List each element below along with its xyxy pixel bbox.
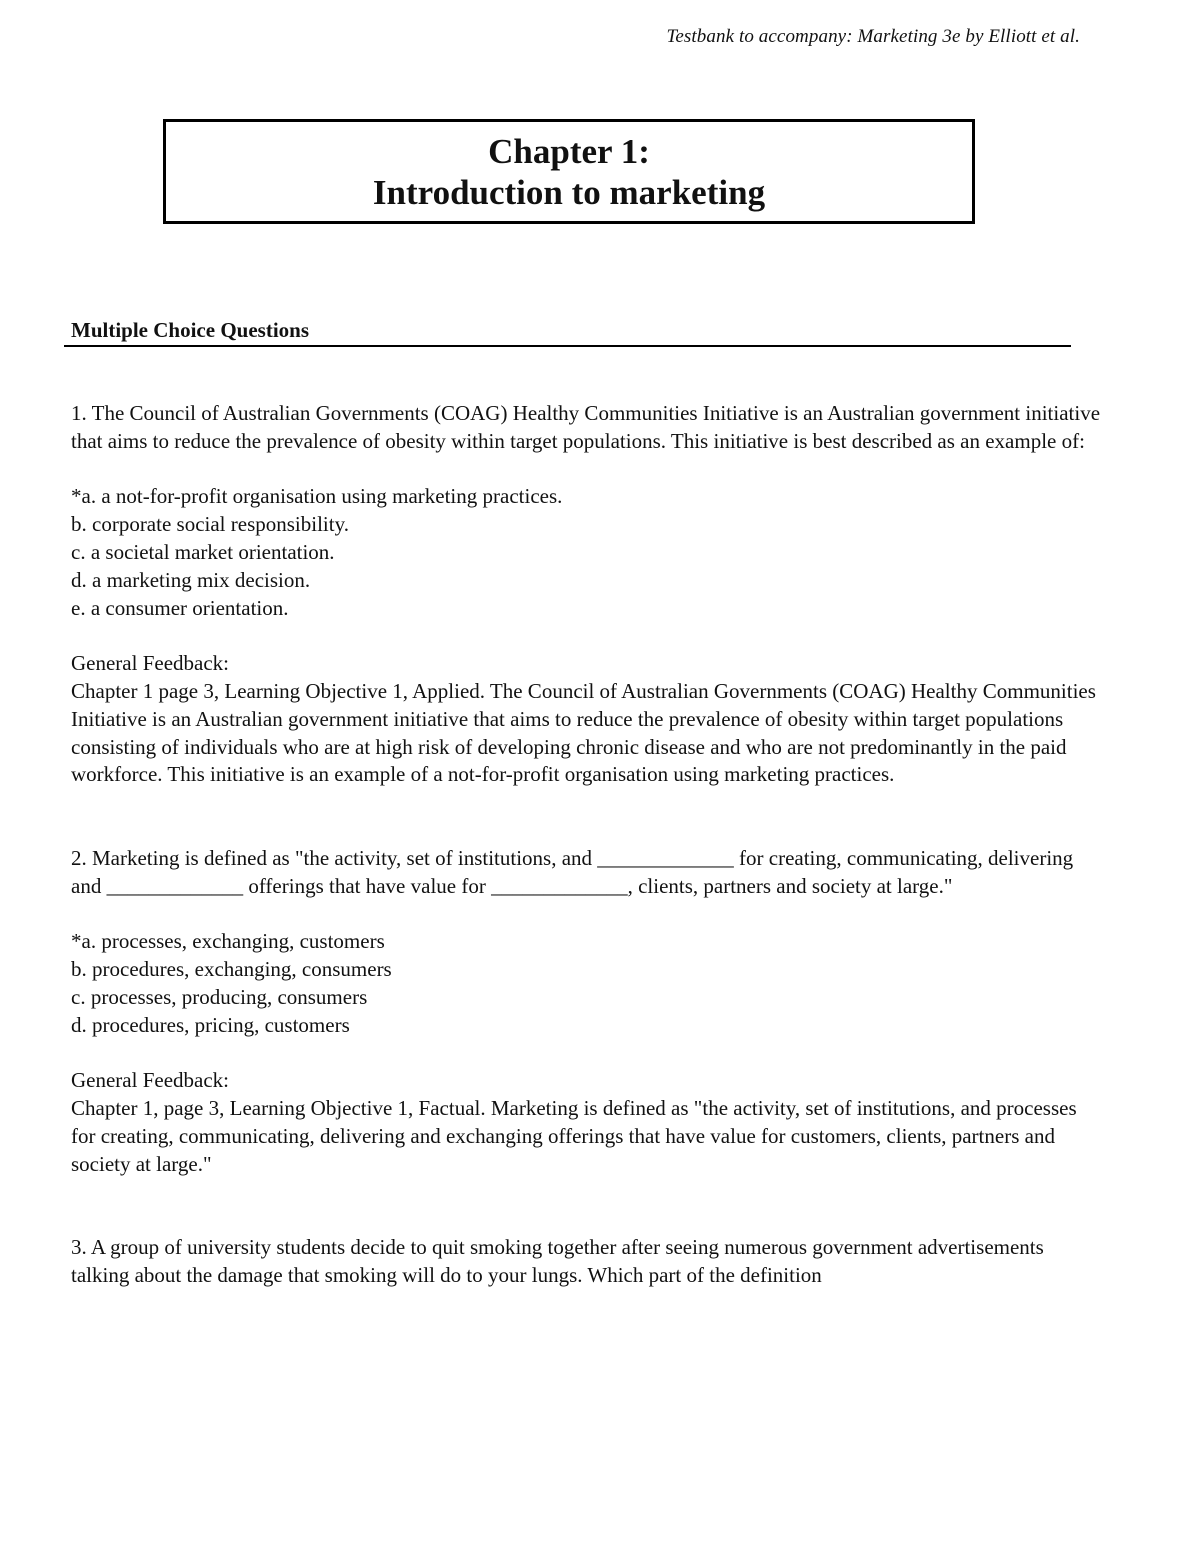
question-stem: 3. A group of university students decide to quit smoking together after seeing numerous government advertisements talking about the damage that smoking will do to your lungs. Which part of the definition <box>71 1234 1044 1287</box>
answer-option: *a. a not-for-profit organisation using marketing practices. <box>71 484 563 509</box>
chapter-number: Chapter 1: <box>488 131 650 171</box>
chapter-title-box <box>163 119 975 224</box>
question-3 <box>71 1234 1101 1290</box>
answer-option: e. a consumer orientation. <box>71 595 289 620</box>
answer-option: *a. processes, exchanging, customers <box>71 929 385 954</box>
feedback-text: Chapter 1 page 3, Learning Objective 1, Applied. The Council of Australian Governments (COAG) Healthy Communities Initiative is an Australian government initiative that aims to reduce the prevalence of obesity within target populations consisting of individuals who are at high risk of developing chronic disease and who are not predominantly in the paid workforce. This initiative is an example of a not-for-profit organisation using marketing practices. <box>71 678 1096 787</box>
answer-option: c. processes, producing, consumers <box>71 984 368 1009</box>
answer-options <box>71 483 1101 622</box>
section-heading: Multiple Choice Questions <box>71 318 310 342</box>
question-2 <box>71 845 1101 1179</box>
answer-option: c. a societal market orientation. <box>71 539 335 564</box>
question-1 <box>71 400 1101 789</box>
answer-option: d. a marketing mix decision. <box>71 567 311 592</box>
chapter-title: Introduction to marketing <box>372 172 766 212</box>
running-header: Testbank to accompany: Marketing 3e by Elliott et al. <box>666 26 1080 47</box>
questions-list <box>71 400 1101 1290</box>
feedback-label: General Feedback: <box>71 1068 230 1093</box>
question-stem: 2. Marketing is defined as "the activity, set of institutions, and _____________ for creating, communicating, delivering and _____________ offerings that have value for _____________, clients, partners and society at large." <box>71 845 1074 898</box>
answer-options <box>71 928 1101 1039</box>
feedback-label: General Feedback: <box>71 651 230 676</box>
feedback-text: Chapter 1, page 3, Learning Objective 1, Factual. Marketing is defined as "the activity, set of institutions, and processes for creating, communicating, delivering and exchanging offerings that have value for customers, clients, partners and society at large." <box>71 1095 1077 1176</box>
answer-option: b. procedures, exchanging, consumers <box>71 956 392 981</box>
section-divider <box>64 345 1071 347</box>
answer-option: b. corporate social responsibility. <box>71 512 349 537</box>
answer-option: d. procedures, pricing, customers <box>71 1012 350 1037</box>
question-stem: 1. The Council of Australian Governments (COAG) Healthy Communities Initiative is an Australian government initiative that aims to reduce the prevalence of obesity within target populations. This initiative is best described as an example of: <box>71 401 1101 453</box>
